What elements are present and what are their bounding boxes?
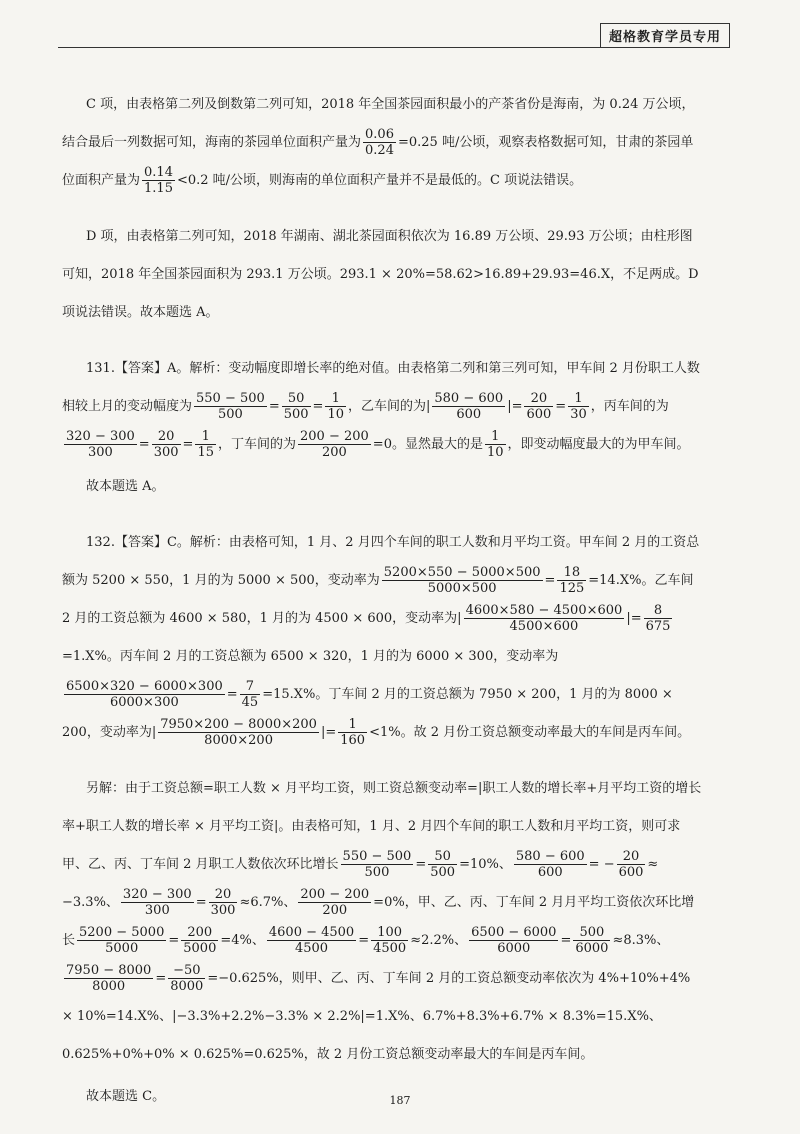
text-segment: ，即变动幅度最大的为甲车间。 [507,437,690,452]
fraction-denominator: 300 [144,903,170,918]
fraction [432,391,505,422]
fraction-denominator: 30 [570,407,587,422]
fraction-numerator: 100 [371,925,408,941]
fraction-denominator: 600 [526,407,552,422]
text-segment: = [415,857,427,872]
text-segment: |= [320,725,337,740]
fraction-denominator: 675 [645,619,671,634]
fraction-denominator: 0.24 [365,143,394,158]
fraction-denominator: 600 [456,407,482,422]
fraction-numerator: 20 [152,429,181,445]
fraction-numerator: 4600 − 4500 [268,925,355,940]
fraction [194,391,267,422]
fraction-denominator: 1.15 [144,181,173,196]
text-segment: = [182,437,194,452]
fraction-denominator: 5000 [183,941,217,956]
fraction-numerator: 1 [568,391,589,407]
text-segment: D 项，由表格第二列可知，2018 年湖南、湖北茶园面积依次为 16.89 万公顷、29.93 万公顷；由柱形图可知，2018 年全国茶园面积为 293.1 万公顷。293.1 × 20%=58.62>16.89+29.93=46.X，不足两成。D 项说法错误。故本题选 A。 [62,229,699,320]
fraction-numerator: 320 − 300 [122,887,192,902]
text-segment: = [226,687,238,702]
paragraph-q131-end [62,468,702,506]
text-segment: =15.X%。丁车间 2 月的工资总额为 7950 × 200，1 月的为 8000 × 200，变动率为| [62,687,673,740]
fraction-numerator: 1 [338,717,367,733]
fraction-denominator: 8000 [92,979,126,994]
fraction [363,127,396,158]
fraction [382,565,543,596]
fraction-denominator: 500 [430,865,456,880]
fraction-numerator: 200 − 200 [300,429,369,444]
fraction-denominator: 6000 [497,941,531,956]
fraction [77,925,166,956]
fraction [464,603,625,634]
fraction-numerator: 20 [617,849,646,865]
text-segment: = [138,437,150,452]
fraction-numerator: 580 − 600 [515,849,585,864]
fraction-denominator: 10 [486,445,504,460]
fraction-numerator: 20 [209,887,238,903]
text-segment: 另解：由于工资总额=职工人数 × 月平均工资，则工资总额变动率=|职工人数的增长率+月平均工资的增长率+职工人数的增长率 × 月平均工资|。由表格可知，1 月、2 月四个车间的职工人数和月平均工资，则可求甲、乙、丙、丁车间 2 月职工人数依次环比增长 [62,781,702,872]
paragraph-q132 [62,524,702,752]
fraction [524,391,553,422]
text-segment: = [195,895,207,910]
paragraph-q131 [62,350,702,464]
fraction-denominator: 500 [283,407,309,422]
fraction-numerator: 200 [181,925,218,941]
text-segment: =10%、 [459,857,512,872]
fraction [168,963,205,994]
fraction [158,717,319,748]
fraction-numerator: 8 [644,603,673,619]
fraction-denominator: 6000×300 [109,695,179,710]
text-segment: =0。显然最大的是 [372,437,483,452]
fraction [298,429,371,460]
fraction [64,679,225,710]
fraction-denominator: 8000×200 [204,733,273,748]
fraction-denominator: 600 [618,865,644,880]
text-segment: 故本题选 A。 [86,479,165,494]
fraction-denominator: 5000 [105,941,139,956]
text-segment: =14.X%。乙车间 2 月的工资总额为 4600 × 580，1 月的为 4500 × 600，变动率为| [62,573,694,626]
fraction-numerator: 320 − 300 [66,429,135,444]
fraction-numerator: 20 [524,391,553,407]
fraction-denominator: 600 [537,865,563,880]
fraction-numerator: 6500 − 6000 [471,925,557,940]
fraction-numerator: 18 [557,565,586,581]
text-segment: =1.X%。丙车间 2 月的工资总额为 6500 × 320，1 月的为 6000 × 300，变动率为 [62,649,559,664]
text-segment: ，丙车间的为 [590,399,669,414]
text-segment: ≈8.3%、 [612,933,670,948]
fraction-numerator: 0.06 [365,127,394,142]
fraction-numerator: 500 [573,925,610,941]
text-segment: = [155,971,167,986]
fraction-denominator: 10 [327,407,344,422]
text-segment: 131.【答案】A。解析：变动幅度即增长率的绝对值。由表格第二列和第三列可知，甲车间 2 月份职工人数相较上月的变动幅度为 [62,361,700,414]
fraction-numerator: 550 − 500 [196,391,265,406]
fraction-denominator: 4500 [373,941,407,956]
fraction [195,429,216,460]
fraction [617,849,646,880]
text-segment: 故本题选 C。 [86,1089,166,1104]
page-number: 187 [389,1094,411,1107]
fraction-numerator: 1 [325,391,346,407]
text-segment: = [544,573,556,588]
text-segment: |= [626,611,642,626]
fraction-numerator: 4600×580 − 4500×600 [465,603,623,618]
paragraph-alt-solution [62,770,702,1074]
fraction-numerator: −50 [168,963,205,979]
fraction-numerator: 580 − 600 [434,391,504,406]
fraction [325,391,346,422]
text-segment: =4%、 [220,933,265,948]
text-segment: = [268,399,280,414]
fraction [371,925,408,956]
fraction-denominator: 300 [210,903,236,918]
text-segment: <0.2 吨/公顷，则海南的单位面积产量并不是最低的。C 项说法错误。 [176,173,583,188]
fraction [209,887,238,918]
fraction-numerator: 0.14 [144,165,173,180]
text-segment: = − [588,857,615,872]
text-segment: =0.25 吨/公顷，观察表格数据可知，甘肃的茶园单位面积产量为 [62,135,694,188]
text-segment: 132.【答案】C。解析：由表格可知，1 月、2 月四个车间的职工人数和月平均工资。甲车间 2 月的工资总额为 5200 × 550，1 月的为 5000 × 500，变动率为 [62,535,700,588]
text-segment: = [312,399,324,414]
document-body [62,86,702,1134]
fraction-numerator: 50 [428,849,457,865]
fraction [485,429,506,460]
paragraph-option-d [62,218,702,332]
fraction-denominator: 200 [321,445,347,460]
text-segment: ≈ −3.3%、 [62,857,659,910]
fraction [121,887,194,918]
fraction [644,603,673,634]
fraction [557,565,586,596]
fraction [142,165,175,196]
fraction [181,925,218,956]
fraction [64,429,137,460]
text-segment: = [168,933,180,948]
fraction [341,849,414,880]
fraction-numerator: 7 [240,679,261,695]
fraction [282,391,311,422]
fraction-denominator: 45 [241,695,259,710]
fraction [573,925,610,956]
fraction-denominator: 300 [153,445,179,460]
fraction [469,925,558,956]
fraction [152,429,181,460]
fraction-numerator: 550 − 500 [342,849,412,864]
fraction-denominator: 4500 [294,941,329,956]
text-segment: C 项，由表格第二列及倒数第二列可知，2018 年全国茶园面积最小的产茶省份是海南，为 0.24 万公顷，结合最后一列数据可知，海南的茶园单位面积产量为 [62,97,695,150]
text-segment: =0%，甲、乙、丙、丁车间 2 月月平均工资依次环比增长 [62,895,695,948]
fraction [64,963,153,994]
header-badge: 超格教育学员专用 [600,23,730,48]
fraction [568,391,589,422]
fraction-denominator: 4500×600 [509,619,579,634]
fraction [338,717,367,748]
text-segment: =−0.625%，则甲、乙、丙、丁车间 2 月的工资总额变动率依次为 4%+10%+4% × 10%=14.X%、|−3.3%+2.2%−3.3% × 2.2%|=1.X%、6.7%+8.3%+6.7% × 8.3%=15.X%、0.625%+0%+0% × 0.625%=0.625%，故 2 月份工资总额变动率最大的车间是丙车间。 [62,971,691,1062]
fraction-denominator: 500 [218,407,243,422]
fraction-numerator: 6500×320 − 6000×300 [66,679,223,694]
fraction-numerator: 1 [485,429,506,445]
fraction-numerator: 1 [195,429,216,445]
fraction [428,849,457,880]
fraction [514,849,587,880]
text-segment: = [555,399,567,414]
paragraph-option-c [62,86,702,200]
fraction-denominator: 15 [197,445,214,460]
fraction-numerator: 50 [282,391,311,407]
text-segment: ，丁车间的为 [217,437,296,452]
text-segment: <1%。故 2 月份工资总额变动率最大的车间是丙车间。 [369,725,691,740]
fraction-denominator: 6000 [575,941,609,956]
fraction-numerator: 7950×200 − 8000×200 [160,717,317,732]
fraction-denominator: 200 [322,903,348,918]
text-segment: |= [507,399,523,414]
text-segment: ，乙车间的为| [348,399,431,414]
text-segment: ≈6.7%、 [239,895,297,910]
fraction [240,679,261,710]
fraction-numerator: 7950 − 8000 [66,963,152,978]
text-segment: = [560,933,572,948]
fraction-denominator: 8000 [170,979,204,994]
fraction [267,925,356,956]
text-segment: ≈2.2%、 [410,933,468,948]
fraction-denominator: 125 [559,581,585,596]
fraction-denominator: 5000×500 [427,581,497,596]
fraction-numerator: 200 − 200 [300,887,370,902]
fraction-denominator: 500 [364,865,390,880]
fraction [298,887,371,918]
fraction-denominator: 160 [340,733,366,748]
fraction-numerator: 5200×550 − 5000×500 [383,565,541,580]
fraction-denominator: 300 [87,445,113,460]
fraction-numerator: 5200 − 5000 [79,925,165,940]
text-segment: = [358,933,370,948]
